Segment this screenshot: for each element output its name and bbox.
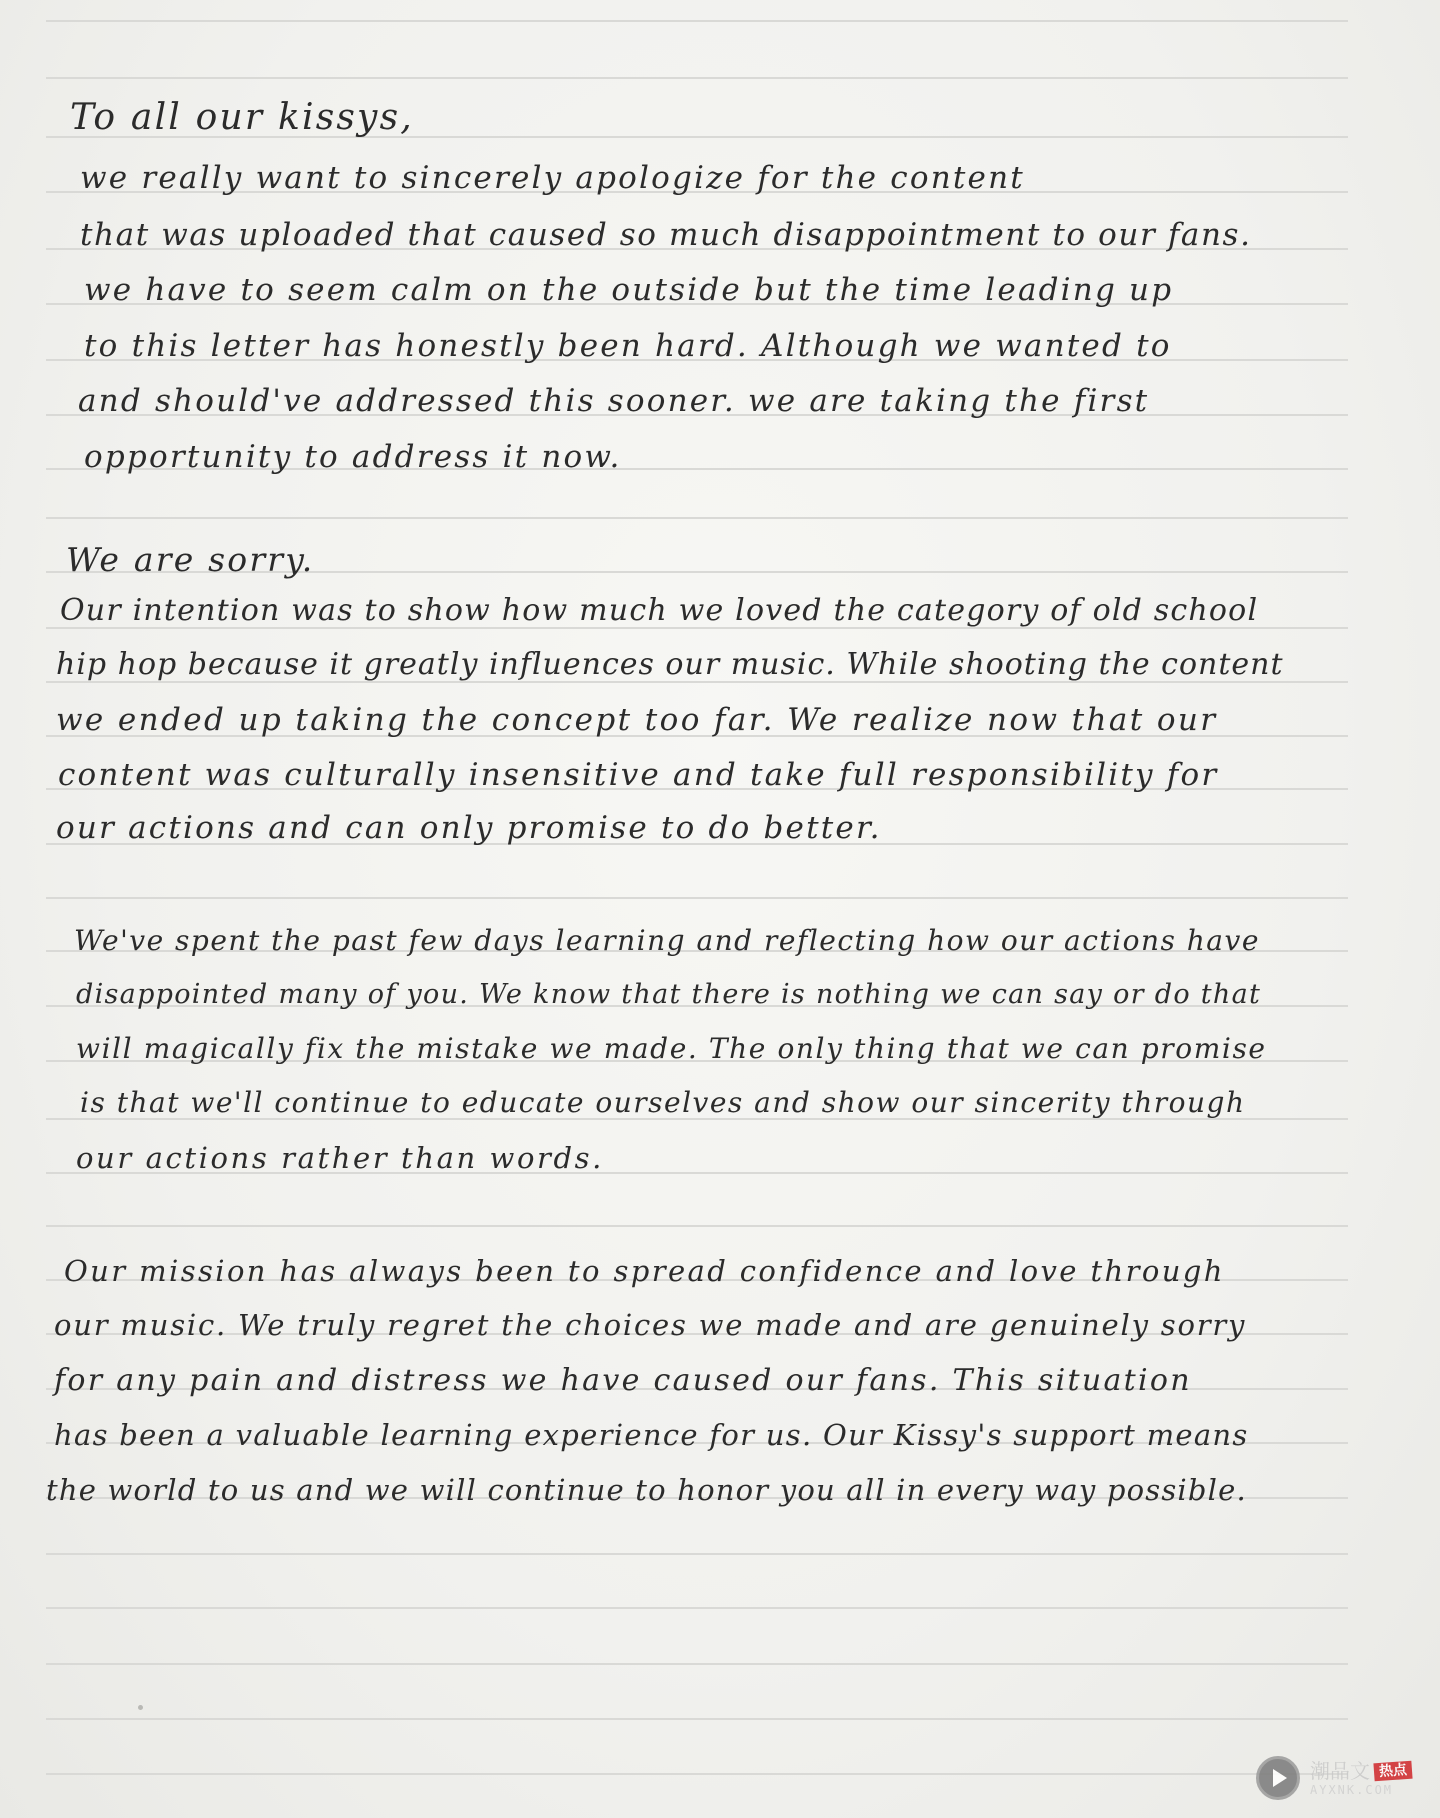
letter-line: is that we'll continue to educate ourselves and show our sincerity through: [80, 1086, 1246, 1119]
letter-line: our actions and can only promise to do better.: [56, 810, 882, 846]
letter-line: We've spent the past few days learning and reflecting how our actions have: [74, 924, 1260, 957]
letter-line: will magically fix the mistake we made. The only thing that we can promise: [76, 1032, 1267, 1065]
letter-line: opportunity to address it now.: [84, 439, 622, 475]
letter-line: Our intention was to show how much we loved the category of old school: [60, 593, 1259, 628]
watermark-text: [1310, 1758, 1412, 1797]
ruled-line: [46, 1663, 1348, 1665]
letter-line: We are sorry.: [66, 540, 315, 579]
letter-salutation: To all our kissys,: [70, 97, 414, 138]
ruled-line: [46, 1607, 1348, 1609]
letter-line: and should've addressed this sooner. we are taking the first: [78, 383, 1150, 419]
letter-line: we really want to sincerely apologize for the content: [80, 160, 1025, 196]
letter-line: our actions rather than words.: [76, 1141, 604, 1175]
ruled-line: [46, 1225, 1348, 1227]
letter-line: we ended up taking the concept too far. We realize now that our: [56, 702, 1218, 738]
letter-line: content was culturally insensitive and take full responsibility for: [58, 757, 1219, 793]
watermark-badge: 热点: [1373, 1760, 1412, 1781]
letter-line: hip hop because it greatly influences our music. While shooting the content: [56, 647, 1284, 682]
paper-speck: [138, 1705, 143, 1710]
ruled-line: [46, 20, 1348, 22]
ruled-line: [46, 1553, 1348, 1555]
ruled-line: [46, 1718, 1348, 1720]
ruled-line: [46, 517, 1348, 519]
letter-line: to this letter has honestly been hard. Although we wanted to: [84, 328, 1172, 364]
letter-line: for any pain and distress we have caused our fans. This situation: [54, 1363, 1192, 1398]
watermark-name: 潮品文: [1310, 1758, 1370, 1783]
watermark-domain: AYXNK.COM: [1310, 1782, 1394, 1797]
letter-line: that was uploaded that caused so much disappointment to our fans.: [80, 217, 1252, 253]
letter-line: has been a valuable learning experience for us. Our Kissy's support means: [54, 1418, 1249, 1452]
site-watermark: [1256, 1756, 1412, 1800]
ruled-line: [46, 77, 1348, 79]
letter-line: the world to us and we will continue to honor you all in every way possible.: [46, 1473, 1247, 1507]
letter-line: we have to seem calm on the outside but the time leading up: [84, 272, 1174, 308]
ruled-line: [46, 1773, 1348, 1775]
letter-line: Our mission has always been to spread confidence and love through: [64, 1254, 1225, 1288]
play-icon: [1256, 1756, 1300, 1800]
letter-line: disappointed many of you. We know that there is nothing we can say or do that: [76, 979, 1262, 1010]
letter-line: our music. We truly regret the choices we made and are genuinely sorry: [54, 1308, 1247, 1342]
ruled-line: [46, 897, 1348, 899]
